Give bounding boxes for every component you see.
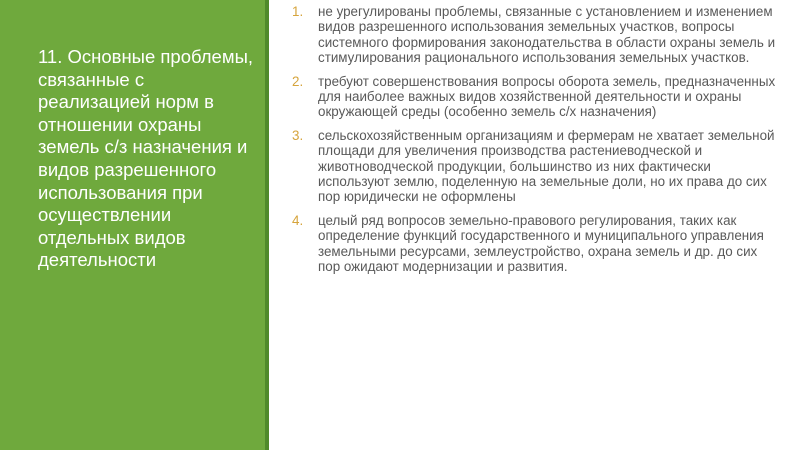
problem-list [292, 4, 777, 283]
title-panel [0, 0, 265, 450]
list-item [292, 74, 777, 120]
item-number: 2. [292, 73, 304, 89]
item-number: 4. [292, 212, 304, 228]
item-text: целый ряд вопросов земельно-правового регулирования, таких как определение функций государственного и муниципального управления земельными ресурсами, землеустройство, охрана земель и др. до сих пор ожидают модернизации и развития. [318, 212, 764, 275]
slide-title: 11. Основные проблемы, связанные с реализацией норм в отношении охраны земель с/з назначения и видов разрешенного использования при осуществлении отдельных видов деятельности [38, 46, 253, 271]
item-text: сельскохозяйственным организациям и фермерам не хватает земельной площади для увеличения производства растениеводческой и животноводческой продукции, большинство из них фактически используют землю, поделенную на земельные доли, но их права до сих пор юридически не оформлены [318, 127, 775, 205]
item-text: требуют совершенствования вопросы оборота земель, предназначенных для наиболее важных видов хозяйственной деятельности и охраны окружающей среды (особенно земель с/х назначения) [318, 73, 776, 120]
list-item [292, 128, 777, 205]
item-number: 1. [292, 4, 304, 19]
list-item [292, 213, 777, 275]
list-item [292, 4, 777, 66]
item-number: 3. [292, 127, 304, 143]
item-text: не урегулированы проблемы, связанные с установлением и изменением видов разрешенного использования земельных участков, вопросы системного формирования законодательства в области охраны земель и стимулирования рационального использования земельных участков. [318, 4, 776, 66]
accent-stripe [265, 0, 269, 450]
